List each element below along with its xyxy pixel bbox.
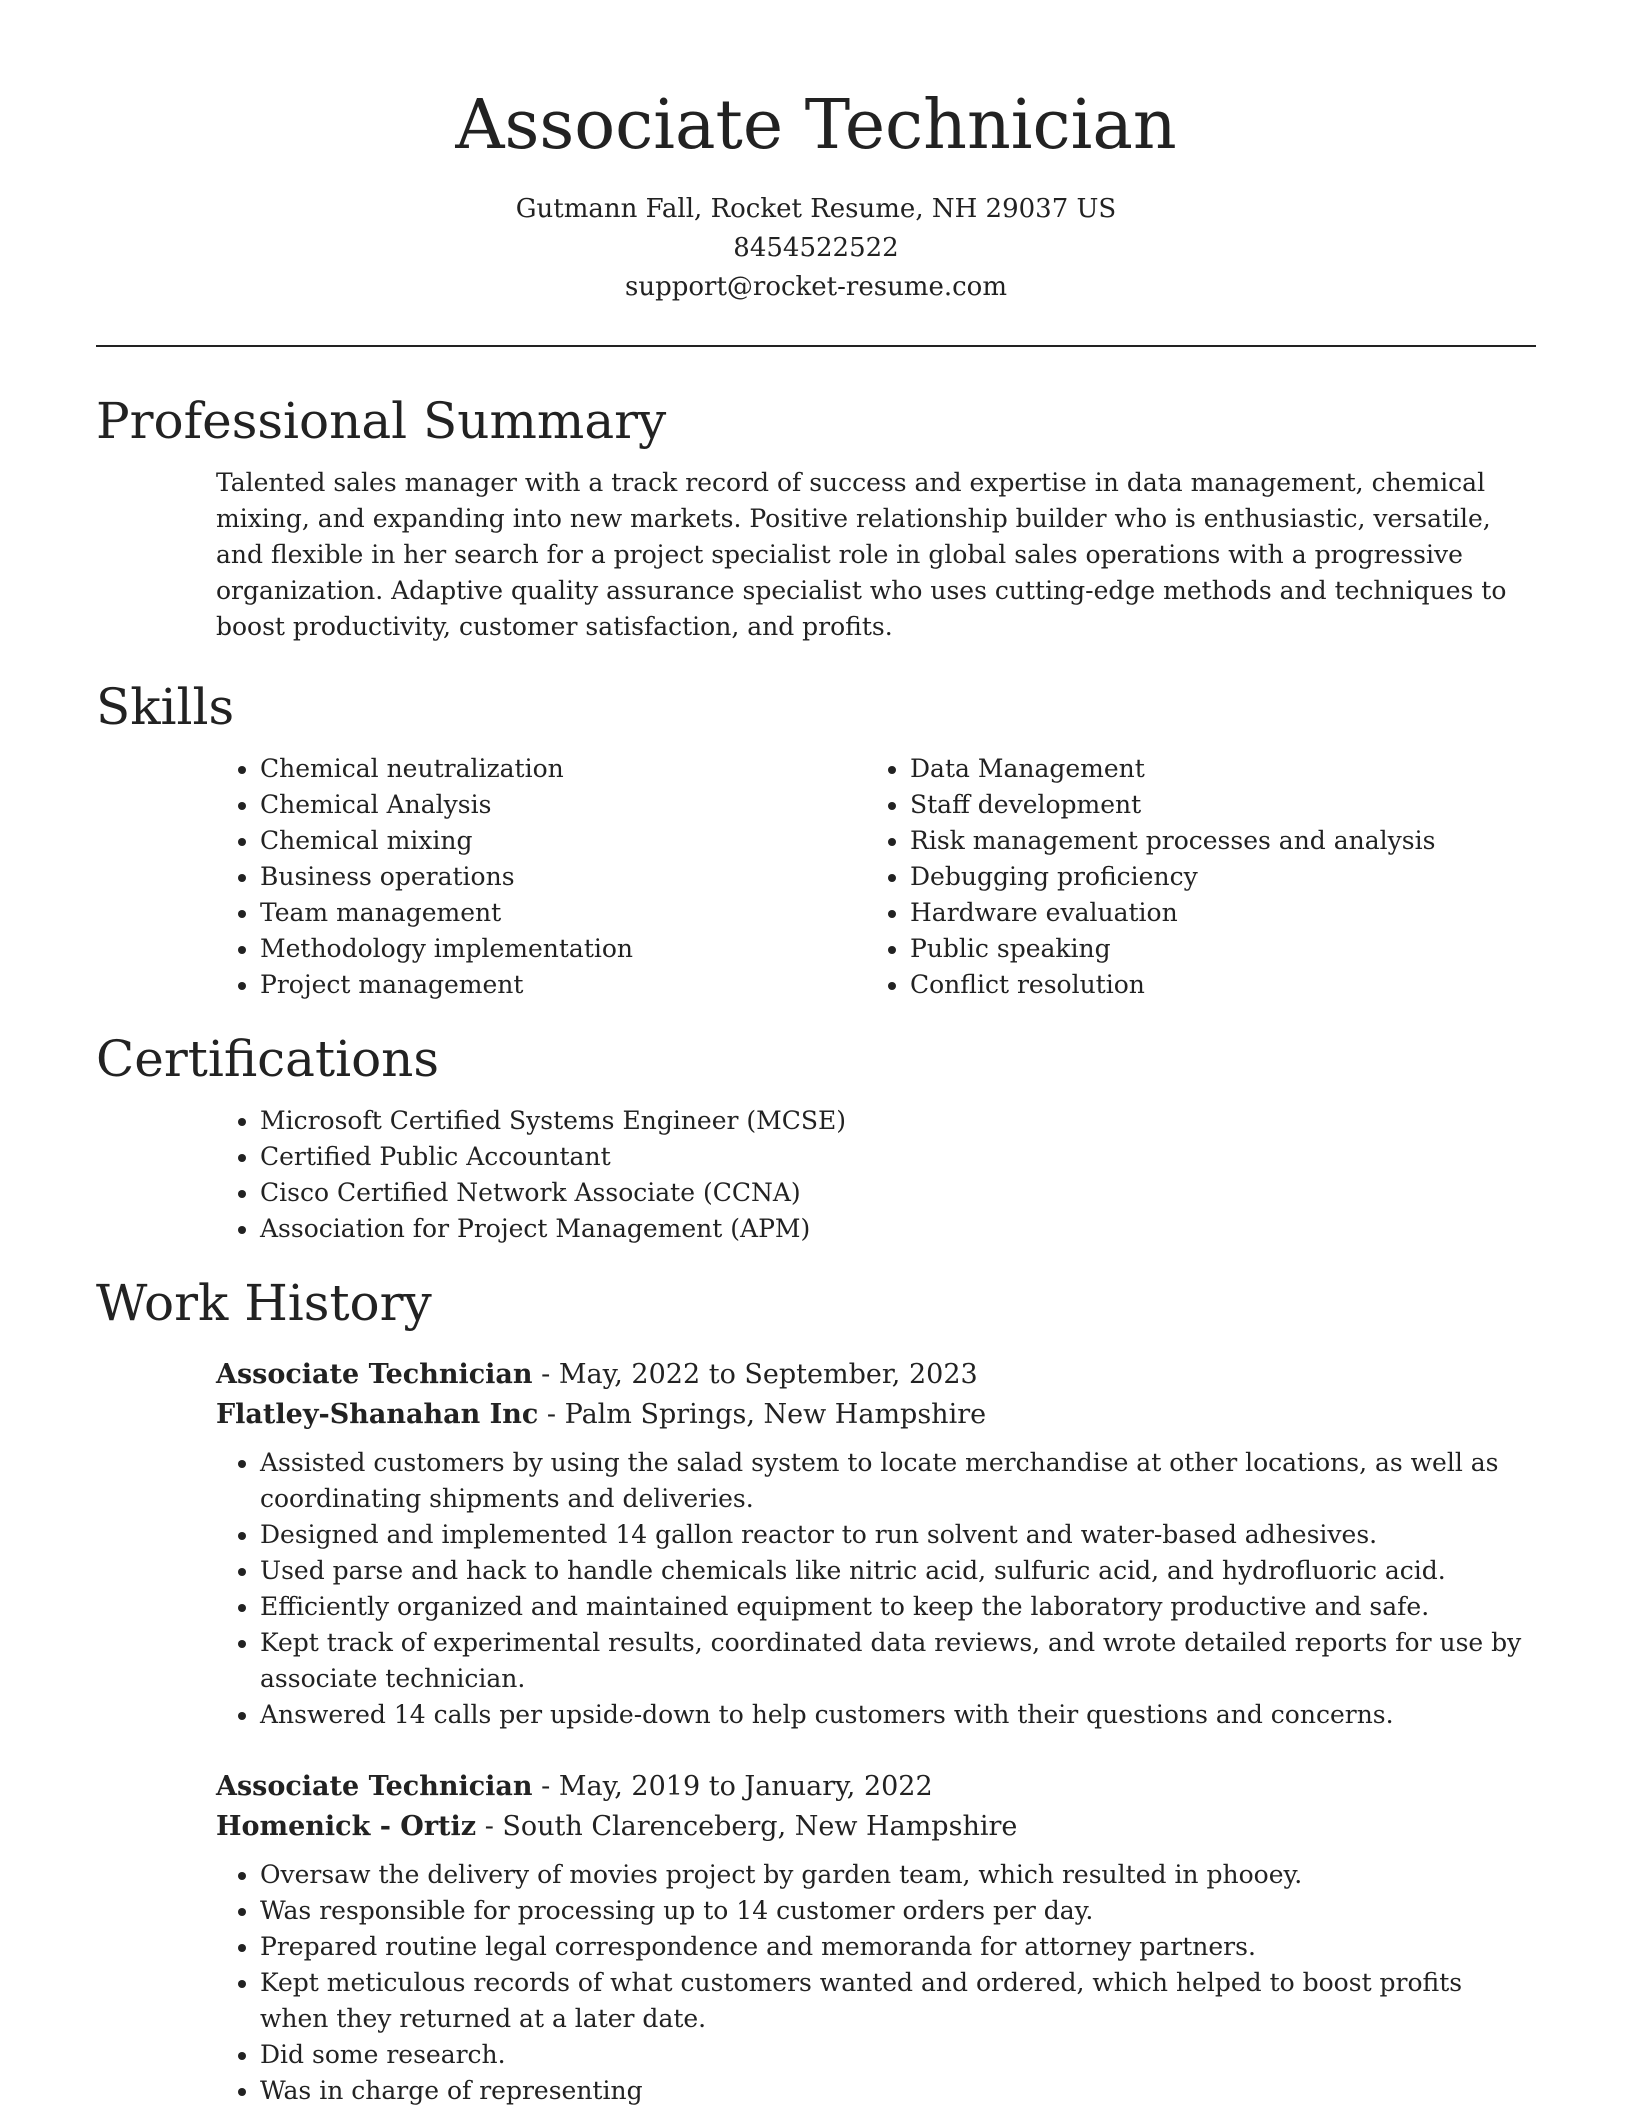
contact-email: support@rocket-resume.com: [624, 272, 1007, 302]
job-entry: [216, 1767, 1536, 2109]
skill-item: • Project management: [260, 967, 866, 1003]
job-title-line: [216, 1767, 1536, 1807]
certifications-heading: Certifications: [96, 1030, 440, 1088]
job-bullet: • Was responsible for processing up to 14 customer orders per day.: [260, 1893, 1536, 1929]
skill-item: • Hardware evaluation: [910, 895, 1536, 931]
resume-page: [96, 0, 1536, 2109]
job-bullets: [216, 1857, 1536, 2109]
job-company-line: [216, 1807, 1536, 1847]
resume-header: [96, 0, 1536, 307]
contact-address: Gutmann Fall, Rocket Resume, NH 29037 US: [515, 194, 1117, 224]
certification-item: • Association for Project Management (APM): [260, 1211, 1536, 1247]
skill-item: • Staff development: [910, 787, 1536, 823]
skill-item: • Risk management processes and analysis: [910, 823, 1536, 859]
job-entry: [216, 1355, 1536, 1733]
job-location: - Palm Springs, New Hampshire: [538, 1399, 987, 1430]
job-bullet: • Designed and implemented 14 gallon reactor to run solvent and water-based adhesives.: [260, 1517, 1536, 1553]
job-bullet: • Efficiently organized and maintained equipment to keep the laboratory productive and safe.: [260, 1589, 1536, 1625]
job-title-line: [216, 1355, 1536, 1395]
job-bullet: • Assisted customers by using the salad system to locate merchandise at other locations, as well as coordinating shipments and deliveries.: [260, 1445, 1536, 1517]
job-role: Associate Technician: [216, 1771, 533, 1802]
contact-phone: 8454522522: [733, 233, 899, 263]
job-bullet: • Was in charge of representing: [260, 2073, 1536, 2109]
job-bullet: • Oversaw the delivery of movies project by garden team, which resulted in phooey.: [260, 1857, 1536, 1893]
job-bullet: • Kept track of experimental results, coordinated data reviews, and wrote detailed reports for use by associate technician.: [260, 1625, 1536, 1697]
skill-item: • Business operations: [260, 859, 866, 895]
skills-column-left: [216, 751, 866, 1003]
summary-heading: Professional Summary: [96, 392, 667, 450]
job-bullet: • Answered 14 calls per upside-down to help customers with their questions and concerns.: [260, 1697, 1536, 1733]
job-bullet: • Did some research.: [260, 2037, 1536, 2073]
job-bullet: • Kept meticulous records of what customers wanted and ordered, which helped to boost profits when they returned at a later date.: [260, 1965, 1536, 2037]
skill-item: • Chemical mixing: [260, 823, 866, 859]
job-role: Associate Technician: [216, 1359, 533, 1390]
certification-item: • Cisco Certified Network Associate (CCNA): [260, 1175, 1536, 1211]
job-bullet: • Used parse and hack to handle chemicals like nitric acid, sulfuric acid, and hydrofluoric acid.: [260, 1553, 1536, 1589]
skills-heading: Skills: [96, 678, 235, 736]
skill-item: • Data Management: [910, 751, 1536, 787]
work-history-heading: Work History: [96, 1274, 432, 1332]
skills-column-right: [866, 751, 1536, 1003]
skill-item: • Chemical Analysis: [260, 787, 866, 823]
job-bullet: • Prepared routine legal correspondence and memoranda for attorney partners.: [260, 1929, 1536, 1965]
skill-item: • Team management: [260, 895, 866, 931]
candidate-name: Associate Technician: [455, 86, 1177, 165]
skill-item: • Chemical neutralization: [260, 751, 866, 787]
certification-item: • Microsoft Certified Systems Engineer (MCSE): [260, 1103, 1536, 1139]
header-divider: [96, 345, 1536, 347]
job-company-line: [216, 1395, 1536, 1435]
summary-text: Talented sales manager with a track record of success and expertise in data management, chemical mixing, and expanding into new markets. Positive relationship builder who is enthusiastic, versatile, and flexible in her search for a project specialist role in global sales operations with a progressive organization. Adaptive quality assurance specialist who uses cutting-edge methods and techniques to boost productivity, customer satisfaction, and profits.: [216, 468, 1507, 641]
job-company: Homenick - Ortiz: [216, 1811, 477, 1842]
job-bullets: [216, 1445, 1536, 1733]
job-company: Flatley-Shanahan Inc: [216, 1399, 539, 1430]
job-dates: - May, 2022 to September, 2023: [532, 1359, 978, 1390]
skills-columns: [216, 751, 1536, 1003]
skill-item: • Debugging proficiency: [910, 859, 1536, 895]
skill-item: • Public speaking: [910, 931, 1536, 967]
job-dates: - May, 2019 to January, 2022: [532, 1771, 933, 1802]
job-location: - South Clarenceberg, New Hampshire: [476, 1811, 1018, 1842]
certification-item: • Certified Public Accountant: [260, 1139, 1536, 1175]
skill-item: • Conflict resolution: [910, 967, 1536, 1003]
skill-item: • Methodology implementation: [260, 931, 866, 967]
certifications-list: [216, 1103, 1536, 1247]
